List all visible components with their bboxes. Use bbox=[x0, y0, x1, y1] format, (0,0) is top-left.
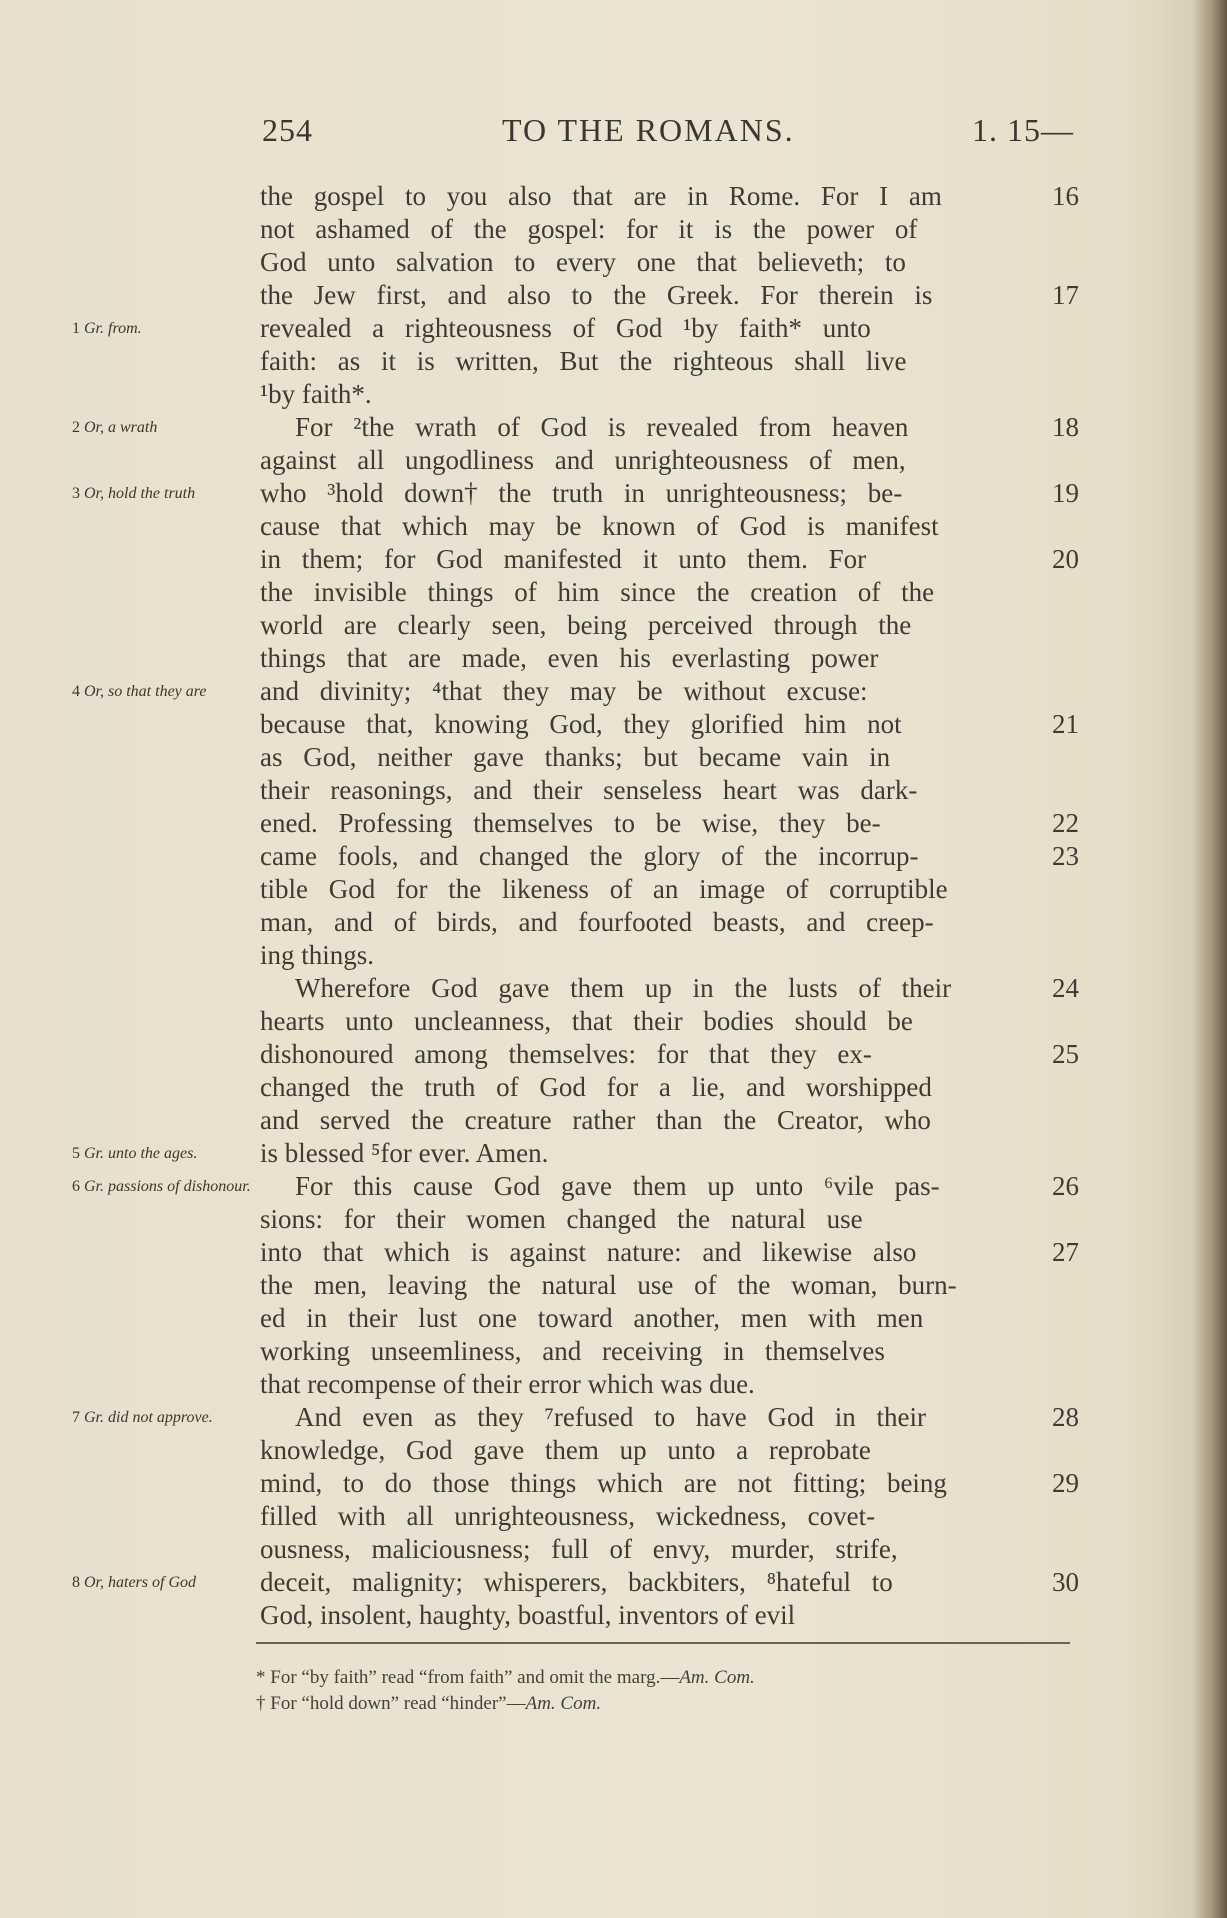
text-line bbox=[260, 378, 1075, 411]
text-line bbox=[260, 774, 1075, 807]
line-text: dishonoured among themselves: for that they ex- bbox=[260, 1039, 872, 1069]
text-line bbox=[260, 477, 1079, 510]
line-text: the gospel to you also that are in Rome. For I am bbox=[260, 181, 942, 211]
margin-note-text: Gr. from. bbox=[84, 320, 142, 337]
line-text: is blessed ⁵for ever. Amen. bbox=[260, 1138, 549, 1168]
verse-number: 20 bbox=[1052, 544, 1079, 574]
line-text: that recompense of their error which was due. bbox=[260, 1369, 755, 1399]
text-line bbox=[260, 1104, 1075, 1137]
text-line bbox=[260, 741, 1075, 774]
text-line bbox=[260, 1500, 1075, 1533]
text-line bbox=[260, 1269, 1075, 1302]
verse-number: 21 bbox=[1052, 709, 1079, 739]
margin-note-number: 2 bbox=[72, 419, 80, 436]
line-text: against all ungodliness and unrighteousness of men, bbox=[260, 445, 906, 475]
text-line bbox=[260, 279, 1079, 312]
line-text: not ashamed of the gospel: for it is the power of bbox=[260, 214, 918, 244]
line-text: ened. Professing themselves to be wise, they be- bbox=[260, 808, 881, 838]
line-text: man, and of birds, and fourfooted beasts, and creep- bbox=[260, 907, 934, 937]
text-line bbox=[260, 840, 1079, 873]
margin-note-number: 4 bbox=[72, 683, 80, 700]
line-text: tible God for the likeness of an image of corruptible bbox=[260, 874, 948, 904]
text-line bbox=[260, 246, 1075, 279]
verse-number: 30 bbox=[1052, 1567, 1079, 1597]
text-line bbox=[260, 1203, 1075, 1236]
text-line bbox=[260, 312, 1075, 345]
margin-note bbox=[72, 1574, 196, 1592]
text-line bbox=[260, 873, 1075, 906]
verse-number: 18 bbox=[1052, 412, 1079, 442]
text-line bbox=[260, 180, 1079, 213]
text-line bbox=[260, 1434, 1075, 1467]
line-text: the invisible things of him since the creation of the bbox=[260, 577, 935, 607]
line-text: in them; for God manifested it unto them. For bbox=[260, 544, 867, 574]
text-line bbox=[260, 1368, 1075, 1401]
line-text: ¹by faith*. bbox=[260, 379, 372, 409]
text-line bbox=[260, 444, 1075, 477]
line-text: And even as they ⁷refused to have God in their bbox=[295, 1402, 927, 1432]
running-title: TO THE ROMANS. bbox=[502, 112, 795, 148]
page-number: 254 bbox=[262, 112, 313, 148]
verse-number: 24 bbox=[1052, 973, 1079, 1003]
text-line bbox=[260, 972, 1079, 1005]
line-text: their reasonings, and their senseless heart was dark- bbox=[260, 775, 918, 805]
line-text: working unseemliness, and receiving in themselves bbox=[260, 1336, 885, 1366]
footnote-attribution: Am. Com. bbox=[679, 1667, 755, 1688]
text-line bbox=[260, 411, 1079, 444]
line-text: ing things. bbox=[260, 940, 375, 970]
line-text: God, insolent, haughty, boastful, inventors of evil bbox=[260, 1600, 796, 1630]
footnote-rule bbox=[256, 1642, 1070, 1644]
line-text: and served the creature rather than the Creator, who bbox=[260, 1105, 931, 1135]
footnote-text: * For “by faith” read “from faith” and omit the marg.— bbox=[256, 1667, 680, 1688]
text-line bbox=[260, 1071, 1075, 1104]
line-text: ed in their lust one toward another, men with men bbox=[260, 1303, 924, 1333]
footnote-text: † For “hold down” read “hinder”— bbox=[256, 1693, 526, 1714]
text-line bbox=[260, 576, 1075, 609]
line-text: ousness, maliciousness; full of envy, murder, strife, bbox=[260, 1534, 898, 1564]
text-line bbox=[260, 642, 1075, 675]
verse-number: 19 bbox=[1052, 478, 1079, 508]
line-text: changed the truth of God for a lie, and worshipped bbox=[260, 1072, 932, 1102]
text-line bbox=[260, 609, 1075, 642]
margin-note-number: 7 bbox=[72, 1409, 80, 1426]
text-line bbox=[260, 906, 1075, 939]
line-text: cause that which may be known of God is manifest bbox=[260, 511, 939, 541]
line-text: who ³hold down† the truth in unrighteousness; be- bbox=[260, 478, 903, 508]
text-line bbox=[260, 345, 1075, 378]
line-text: Wherefore God gave them up in the lusts of their bbox=[295, 973, 952, 1003]
text-line bbox=[260, 1038, 1079, 1071]
margin-note bbox=[72, 1409, 213, 1427]
text-line bbox=[260, 1566, 1079, 1599]
verse-number: 22 bbox=[1052, 808, 1079, 838]
text-line bbox=[260, 807, 1079, 840]
margin-note bbox=[72, 419, 157, 437]
text-line bbox=[260, 939, 1075, 972]
verse-number: 26 bbox=[1052, 1171, 1079, 1201]
text-line bbox=[260, 543, 1079, 576]
margin-note-number: 1 bbox=[72, 320, 80, 337]
line-text: the Jew first, and also to the Greek. For therein is bbox=[260, 280, 933, 310]
footnotes bbox=[256, 1665, 1070, 1717]
text-line bbox=[260, 213, 1075, 246]
line-text: revealed a righteousness of God ¹by faith* unto bbox=[260, 313, 871, 343]
text-line bbox=[260, 1467, 1079, 1500]
verse-number: 25 bbox=[1052, 1039, 1079, 1069]
margin-note bbox=[72, 320, 142, 338]
line-text: knowledge, God gave them up unto a reprobate bbox=[260, 1435, 871, 1465]
margin-note-text: Or, haters of God bbox=[84, 1574, 197, 1591]
text-line bbox=[260, 1401, 1079, 1434]
margin-note bbox=[72, 1145, 197, 1163]
line-text: For ²the wrath of God is revealed from heaven bbox=[295, 412, 909, 442]
line-text: For this cause God gave them up unto ⁶vile pas- bbox=[295, 1171, 940, 1201]
text-line bbox=[260, 1005, 1075, 1038]
margin-note-text: Or, so that they are bbox=[84, 683, 207, 700]
line-text: as God, neither gave thanks; but became vain in bbox=[260, 742, 891, 772]
text-line bbox=[260, 675, 1075, 708]
text-line bbox=[260, 1170, 1079, 1203]
line-text: came fools, and changed the glory of the incorrup- bbox=[260, 841, 919, 871]
margin-note-number: 3 bbox=[72, 485, 80, 502]
text-line bbox=[260, 1236, 1079, 1269]
line-text: deceit, malignity; whisperers, backbiters, ⁸hateful to bbox=[260, 1567, 893, 1597]
verse-number: 28 bbox=[1052, 1402, 1079, 1432]
page-spine-shadow bbox=[1193, 0, 1227, 1918]
verse-number: 27 bbox=[1052, 1237, 1079, 1267]
line-text: filled with all unrighteousness, wickedness, covet- bbox=[260, 1501, 876, 1531]
margin-note bbox=[72, 485, 195, 503]
margin-note-number: 8 bbox=[72, 1574, 80, 1591]
line-text: and divinity; ⁴that they may be without excuse: bbox=[260, 676, 868, 706]
line-text: mind, to do those things which are not fitting; being bbox=[260, 1468, 947, 1498]
line-text: because that, knowing God, they glorified him not bbox=[260, 709, 902, 739]
text-line bbox=[260, 1335, 1075, 1368]
text-line bbox=[260, 510, 1075, 543]
line-text: world are clearly seen, being perceived through the bbox=[260, 610, 912, 640]
text-line bbox=[260, 708, 1079, 741]
text-line bbox=[260, 1599, 1075, 1632]
line-text: God unto salvation to every one that believeth; to bbox=[260, 247, 906, 277]
text-line bbox=[260, 1137, 1075, 1170]
footnote bbox=[256, 1691, 1070, 1717]
line-text: things that are made, even his everlasting power bbox=[260, 643, 879, 673]
margin-note-number: 5 bbox=[72, 1145, 80, 1162]
margin-note-text: Or, a wrath bbox=[84, 419, 158, 436]
verse-number: 29 bbox=[1052, 1468, 1079, 1498]
chapter-verse-reference: 1. 15— bbox=[972, 112, 1074, 148]
margin-note-text: Gr. did not approve. bbox=[84, 1409, 213, 1426]
line-text: into that which is against nature: and likewise also bbox=[260, 1237, 917, 1267]
margin-note bbox=[72, 683, 207, 701]
line-text: sions: for their women changed the natural use bbox=[260, 1204, 863, 1234]
text-line bbox=[260, 1302, 1075, 1335]
text-line bbox=[260, 1533, 1075, 1566]
verse-number: 17 bbox=[1052, 280, 1079, 310]
line-text: faith: as it is written, But the righteous shall live bbox=[260, 346, 907, 376]
line-text: hearts unto uncleanness, that their bodies should be bbox=[260, 1006, 913, 1036]
margin-note-text: Gr. unto the ages. bbox=[84, 1145, 198, 1162]
verse-number: 16 bbox=[1052, 181, 1079, 211]
scripture-text bbox=[260, 180, 1079, 1632]
footnote-attribution: Am. Com. bbox=[525, 1693, 602, 1714]
margin-note-text: Gr. passions of dishonour. bbox=[84, 1178, 251, 1195]
footnote bbox=[256, 1665, 1070, 1691]
margin-note bbox=[72, 1178, 251, 1196]
verse-number: 23 bbox=[1052, 841, 1079, 871]
margin-note-number: 6 bbox=[72, 1178, 80, 1195]
line-text: the men, leaving the natural use of the woman, burn- bbox=[260, 1270, 957, 1300]
margin-note-text: Or, hold the truth bbox=[84, 485, 196, 502]
